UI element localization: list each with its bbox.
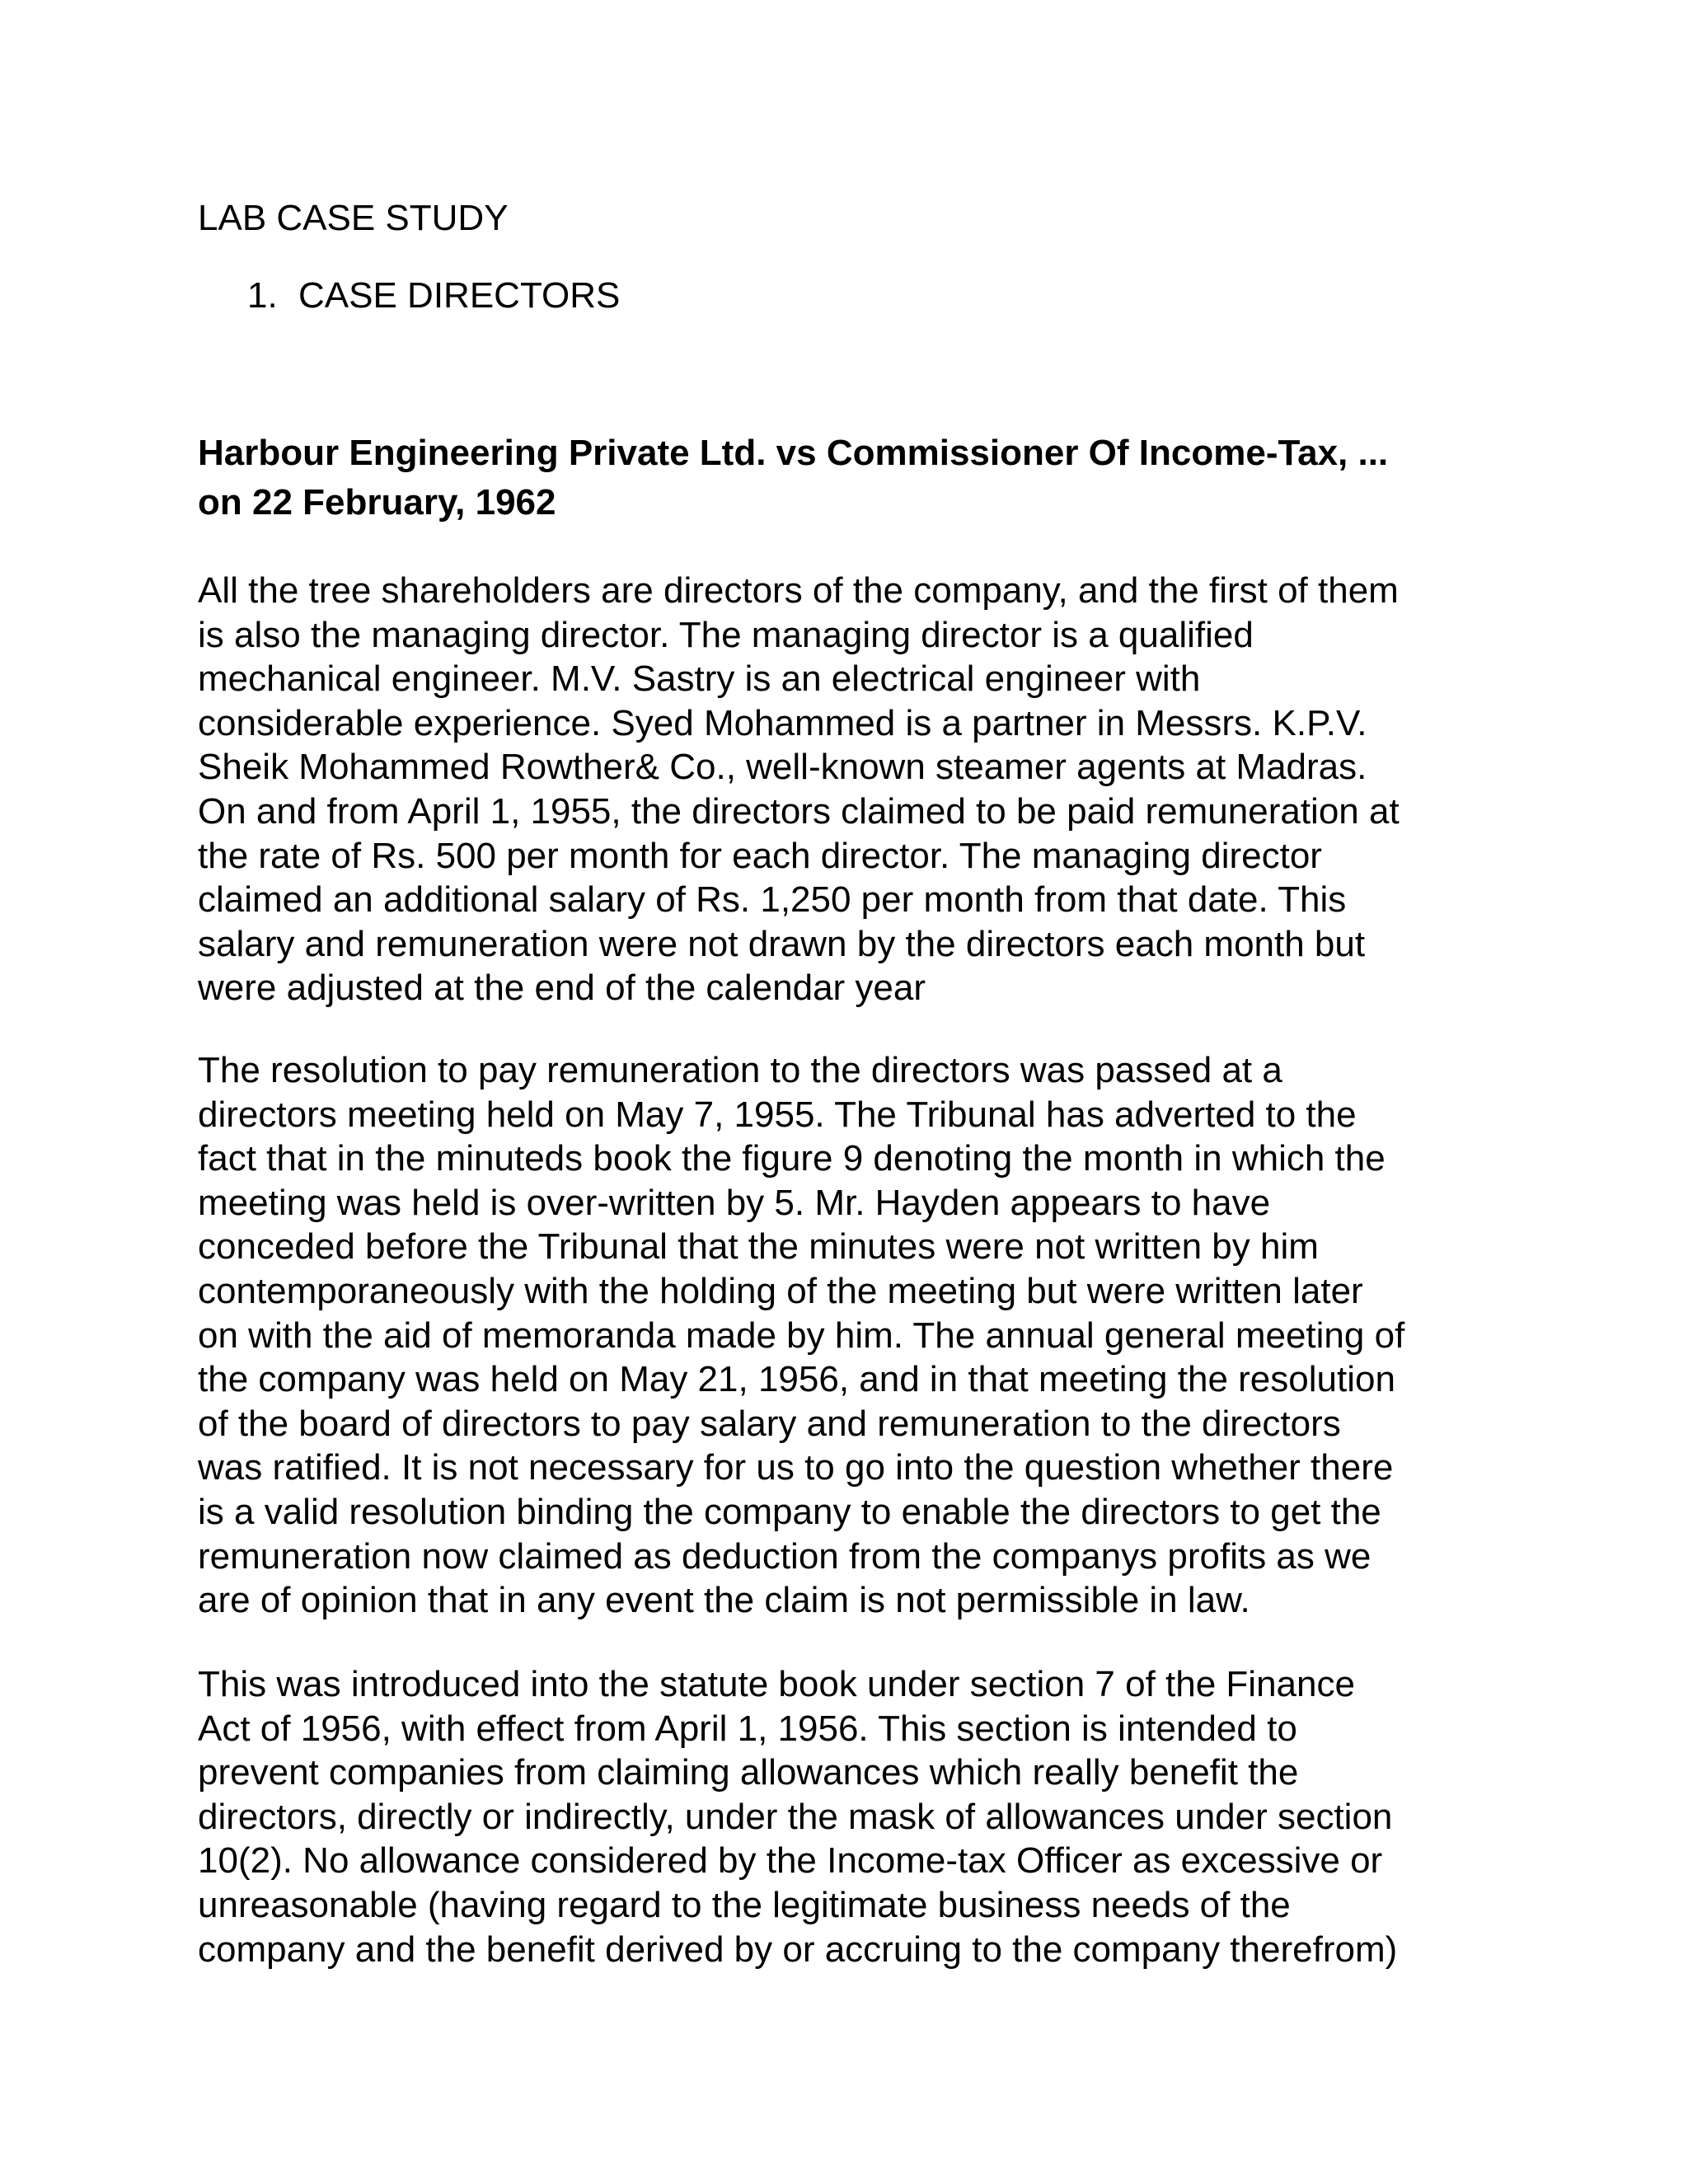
- case-title-line: Harbour Engineering Private Ltd. vs Commissioner Of Income-Tax, ...: [198, 433, 1389, 473]
- paragraph-line: were adjusted at the end of the calendar year: [198, 968, 926, 1009]
- paragraph-line: The resolution to pay remuneration to the directors was passed at a: [198, 1050, 1282, 1090]
- paragraph-line: Sheik Mohammed Rowther& Co., well-known steamer agents at Madras.: [198, 747, 1367, 788]
- case-title-line: on 22 February, 1962: [198, 482, 556, 523]
- paragraph-line: remuneration now claimed as deduction from the companys profits as we: [198, 1535, 1372, 1577]
- list-item-number: 1.: [247, 275, 278, 316]
- paragraph-line: directors, directly or indirectly, under the mask of allowances under section: [198, 1796, 1393, 1837]
- paragraph-line: On and from April 1, 1955, the directors claimed to be paid remuneration at: [198, 790, 1400, 832]
- paragraph-line: contemporaneously with the holding of the meeting but were written later: [198, 1270, 1363, 1311]
- paragraph-resolution: [198, 1048, 1525, 1623]
- document-heading: LAB CASE STUDY: [198, 198, 509, 238]
- paragraph-line: the company was held on May 21, 1956, and in that meeting the resolution: [198, 1359, 1395, 1400]
- paragraph-line: conceded before the Tribunal that the minutes were not written by him: [198, 1226, 1319, 1268]
- paragraph-line: on with the aid of memoranda made by him. The annual general meeting of: [198, 1315, 1405, 1356]
- paragraph-line: This was introduced into the statute book under section 7 of the Finance: [198, 1664, 1355, 1704]
- paragraph-line: are of opinion that in any event the claim is not permissible in law.: [198, 1580, 1250, 1621]
- numbered-list-item: [247, 274, 620, 318]
- paragraph-line: mechanical engineer. M.V. Sastry is an electrical engineer with: [198, 658, 1201, 700]
- paragraph-line: considerable experience. Syed Mohammed is a partner in Messrs. K.P.V.: [198, 702, 1367, 743]
- paragraph-line: the rate of Rs. 500 per month for each director. The managing director: [198, 835, 1322, 876]
- list-item-label: CASE DIRECTORS: [298, 275, 621, 316]
- paragraph-line: prevent companies from claiming allowances which really benefit the: [198, 1752, 1299, 1793]
- paragraph-line: of the board of directors to pay salary and remuneration to the directors: [198, 1403, 1341, 1444]
- paragraph-line: claimed an additional salary of Rs. 1,250 per month from that date. This: [198, 879, 1347, 921]
- paragraph-line: All the tree shareholders are directors of the company, and the first of them: [198, 570, 1399, 611]
- paragraph-facts: [198, 569, 1525, 1010]
- paragraph-line: fact that in the minuteds book the figure 9 denoting the month in which the: [198, 1138, 1386, 1179]
- paragraph-line: unreasonable (having regard to the legitimate business needs of the: [198, 1884, 1291, 1925]
- paragraph-line: salary and remuneration were not drawn by the directors each month but: [198, 923, 1366, 964]
- paragraph-line: directors meeting held on May 7, 1955. The Tribunal has adverted to the: [198, 1094, 1357, 1135]
- case-title: [198, 429, 1517, 527]
- paragraph-line: was ratified. It is not necessary for us to go into the question whether there: [198, 1447, 1394, 1488]
- paragraph-line: Act of 1956, with effect from April 1, 1956. This section is intended to: [198, 1708, 1297, 1749]
- paragraph-line: 10(2). No allowance considered by the Income-tax Officer as excessive or: [198, 1840, 1383, 1882]
- paragraph-statute: [198, 1662, 1525, 1971]
- paragraph-line: is also the managing director. The managing director is a qualified: [198, 614, 1254, 655]
- paragraph-line: company and the benefit derived by or accruing to the company therefrom): [198, 1929, 1398, 1970]
- paragraph-line: meeting was held is over-written by 5. Mr. Hayden appears to have: [198, 1182, 1271, 1223]
- paragraph-line: is a valid resolution binding the company to enable the directors to get the: [198, 1491, 1381, 1532]
